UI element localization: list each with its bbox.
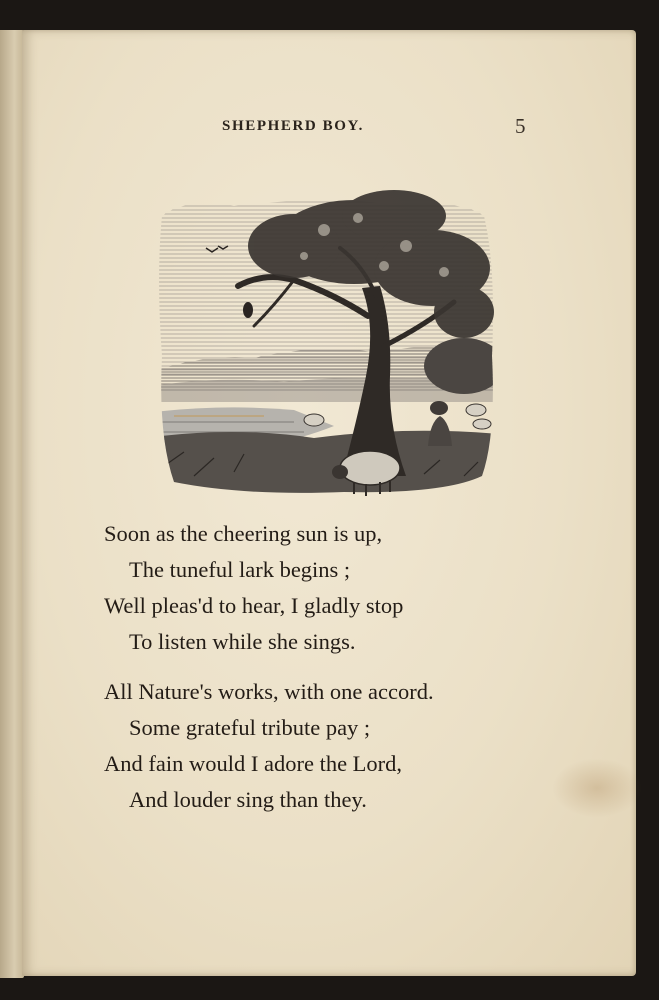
poem-line: And louder sing than they. xyxy=(129,787,367,812)
book-page xyxy=(22,30,636,976)
engraving-illustration xyxy=(144,176,500,502)
running-head xyxy=(22,116,636,140)
previous-page-edge xyxy=(0,30,24,978)
stanza-2 xyxy=(104,674,604,818)
bird-icon xyxy=(243,302,253,318)
page-number: 5 xyxy=(515,114,526,138)
stanza-1 xyxy=(104,516,604,660)
shepherd-boy xyxy=(428,401,452,446)
poem-line: And fain would I adore the Lord, xyxy=(104,751,403,776)
poem-line: Well pleas'd to hear, I gladly stop xyxy=(104,593,404,618)
poem xyxy=(104,516,604,818)
running-title: SHEPHERD BOY. xyxy=(222,118,364,134)
poem-line: The tuneful lark begins ; xyxy=(129,557,351,582)
poem-line: All Nature's works, with one accord. xyxy=(104,679,434,704)
poem-line: To listen while she sings. xyxy=(129,629,356,654)
poem-line: Some grateful tribute pay ; xyxy=(129,715,371,740)
poem-line: Soon as the cheering sun is up, xyxy=(104,521,383,546)
